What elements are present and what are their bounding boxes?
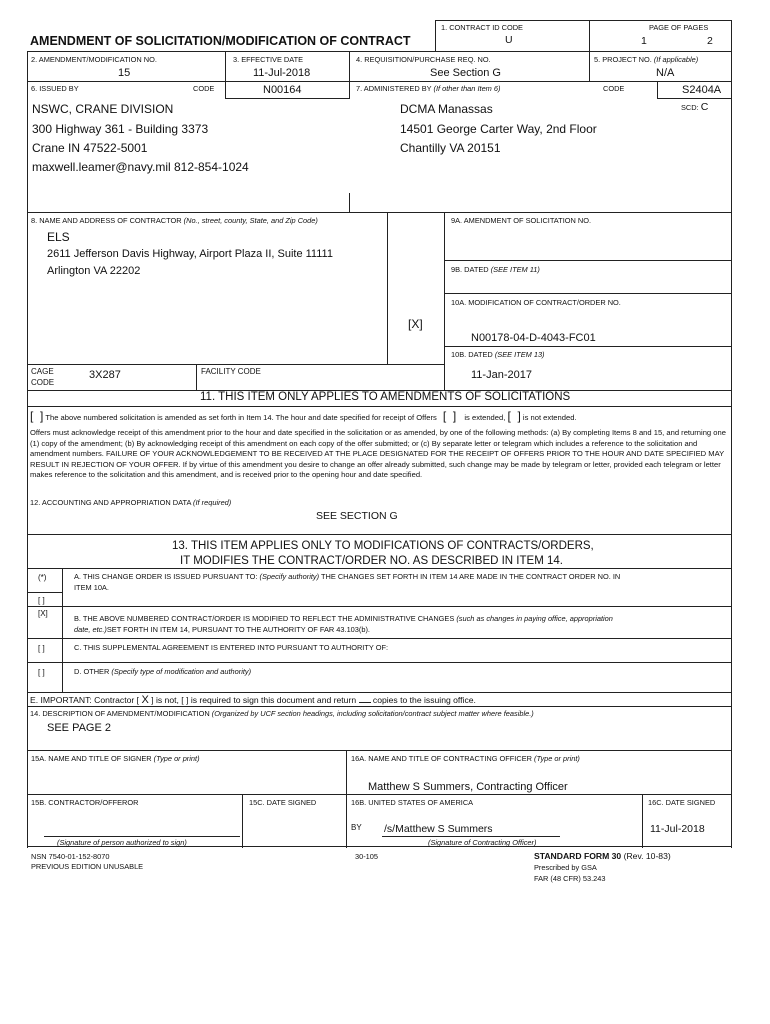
scd-label: SCD: bbox=[681, 103, 699, 112]
item-e-line bbox=[30, 694, 476, 706]
option-a-text-3: ITEM 10A. bbox=[74, 583, 109, 592]
administered-by-label: 7. ADMINISTERED BY bbox=[356, 84, 432, 93]
issuer-contact: maxwell.leamer@navy.mil 812-854-1024 bbox=[32, 160, 249, 174]
modification-contract-label: 10A. MODIFICATION OF CONTRACT/ORDER NO. bbox=[451, 298, 621, 307]
item-e-text-1: E. IMPORTANT: Contractor [ bbox=[30, 695, 140, 705]
admin-name: DCMA Manassas bbox=[400, 102, 493, 116]
signature-16-caption: (Signature of Contracting Officer) bbox=[428, 838, 537, 847]
usa-label: 16B. UNITED STATES OF AMERICA bbox=[351, 798, 474, 807]
cage-code-value: 3X287 bbox=[89, 369, 121, 381]
administered-by-code-label: CODE bbox=[603, 84, 625, 93]
item-11-line bbox=[30, 409, 577, 423]
issued-by-code-label: CODE bbox=[193, 84, 215, 93]
dated-9b-label: 9B. DATED bbox=[451, 265, 489, 274]
item-11-heading: 11. THIS ITEM ONLY APPLIES TO AMENDMENTS OF SOLICITATIONS bbox=[200, 391, 571, 403]
contractor-address-1: 2611 Jefferson Davis Highway, Airport Plaza II, Suite 11111 bbox=[47, 248, 333, 260]
admin-address-1: 14501 George Carter Way, 2nd Floor bbox=[400, 122, 597, 136]
administered-by-code-value: S2404A bbox=[682, 84, 722, 96]
issuer-name: NSWC, CRANE DIVISION bbox=[32, 102, 174, 116]
contracting-officer-signature: /s/Matthew S Summers bbox=[384, 823, 493, 835]
item-e-text-2: ] is not, [ bbox=[151, 695, 184, 705]
option-b-checkbox[interactable]: [X] bbox=[38, 609, 48, 618]
option-d-text: D. OTHER bbox=[74, 667, 110, 676]
dated-9b-note: (SEE ITEM 11) bbox=[490, 265, 540, 274]
option-d-checkbox[interactable]: [ ] bbox=[38, 668, 45, 677]
signature-15-caption: (Signature of person authorized to sign) bbox=[57, 838, 187, 847]
project-no-value: N/A bbox=[656, 67, 675, 79]
item-11-paragraph: Offers must acknowledge receipt of this amendment prior to the hour and date specified in the solicitation or as amended, by one of the following methods: (a) By completing Items 8 and 15, and returning one (1) copy of the amendment; (b) By acknowledging receipt of this amendment on each copy of the offer submitted; or (c) By separate letter or telegram which includes a reference to the solicitation and amendment numbers. FAILURE OF YOUR ACKNOWLEDGEMENT TO BE RECEIVED AT THE PLACE DESIGNATED FOR THE RECEIPT OF OFFERS PRIOR TO THE HOUR AND DATE SPECIFIED MAY RESULT IN REJECTION OF YOUR OFFER. If by virtue of this amendment you desire to change an offer already submitted, such change may be made by telegram or letter, provided each telegram or letter makes reference to the solicitation and this amendment, and is received prior to the opening hour and date specified. bbox=[30, 428, 726, 480]
contracting-officer-label: 16A. NAME AND TITLE OF CONTRACTING OFFICER bbox=[351, 754, 532, 763]
facility-code-label: FACILITY CODE bbox=[201, 367, 261, 376]
admin-address-2: Chantilly VA 20151 bbox=[400, 141, 501, 155]
form-title: AMENDMENT OF SOLICITATION/MODIFICATION OF CONTRACT bbox=[30, 34, 411, 48]
contractor-label: 8. NAME AND ADDRESS OF CONTRACTOR bbox=[31, 216, 182, 225]
signer-label: 15A. NAME AND TITLE OF SIGNER bbox=[31, 754, 152, 763]
project-no-label-note: (If applicable) bbox=[653, 55, 699, 64]
option-b-text-2: SET FORTH IN ITEM 14, PURSUANT TO THE AUTHORITY OF FAR 43.103(b). bbox=[106, 625, 370, 634]
scd-value: C bbox=[700, 101, 709, 113]
issued-by-label: 6. ISSUED BY bbox=[31, 84, 79, 93]
extended-checkbox[interactable]: [ ] bbox=[442, 409, 457, 423]
description-label: 14. DESCRIPTION OF AMENDMENT/MODIFICATION bbox=[30, 709, 210, 718]
item-e-text-4: copies to the issuing office. bbox=[372, 695, 476, 705]
option-b-note: (such as changes in paying office, appropriation bbox=[456, 614, 613, 623]
issued-by-code-value: N00164 bbox=[263, 84, 302, 96]
by-label: BY bbox=[351, 823, 362, 832]
contracting-officer-note: (Type or print) bbox=[534, 754, 580, 763]
not-extended-text: is not extended. bbox=[522, 413, 577, 422]
option-a-checkbox[interactable]: [ ] bbox=[38, 596, 45, 605]
standard-form-revision: (Rev. 10-83) bbox=[623, 851, 671, 861]
effective-date-value: 11-Jul-2018 bbox=[253, 67, 311, 79]
contractor-label-note: (No., street, county, State, and Zip Code) bbox=[183, 216, 318, 225]
prescribed-by: Prescribed by GSA bbox=[534, 863, 597, 872]
contractor-name: ELS bbox=[47, 230, 70, 244]
copies-blank[interactable] bbox=[359, 702, 371, 703]
accounting-label: 12. ACCOUNTING AND APPROPRIATION DATA bbox=[30, 498, 191, 507]
accounting-note: (If required) bbox=[193, 498, 232, 507]
modification-checkbox[interactable]: [X] bbox=[408, 317, 423, 331]
option-c-text: C. THIS SUPPLEMENTAL AGREEMENT IS ENTERED INTO PURSUANT TO AUTHORITY OF: bbox=[74, 643, 389, 652]
contractor-address-2: Arlington VA 22202 bbox=[47, 265, 141, 277]
dated-10b-note: (SEE ITEM 13) bbox=[494, 350, 545, 359]
dated-10b-value: 11-Jan-2017 bbox=[471, 369, 532, 381]
description-value: SEE PAGE 2 bbox=[47, 722, 111, 734]
cage-label-1: CAGE bbox=[31, 367, 54, 376]
signer-note: (Type or print) bbox=[153, 754, 200, 763]
issuer-address-1: 300 Highway 361 - Building 3373 bbox=[32, 122, 209, 136]
item-e-mark: X bbox=[141, 694, 149, 706]
option-d-note: (Specify type of modification and authority) bbox=[111, 667, 252, 676]
nsn-number: NSN 7540-01-152-8070 bbox=[31, 852, 110, 861]
option-a-text-2: THE CHANGES SET FORTH IN ITEM 14 ARE MADE IN THE CONTRACT ORDER NO. IN bbox=[320, 572, 621, 581]
not-extended-checkbox[interactable]: [ ] bbox=[507, 409, 521, 423]
date-signed-15c-label: 15C. DATE SIGNED bbox=[249, 798, 317, 807]
accounting-value: SEE SECTION G bbox=[316, 510, 398, 522]
item-e-text-3: ] is required to sign this document and return bbox=[186, 695, 357, 705]
contractor-offeror-label: 15B. CONTRACTOR/OFFEROR bbox=[31, 798, 139, 807]
option-b-text: B. THE ABOVE NUMBERED CONTRACT/ORDER IS MODIFIED TO REFLECT THE ADMINISTRATIVE CHANGES bbox=[74, 614, 455, 623]
requisition-label: 4. REQUISITION/PURCHASE REQ. NO. bbox=[356, 55, 491, 64]
date-signed-16c-label: 16C. DATE SIGNED bbox=[648, 798, 716, 807]
issuer-address-2: Crane IN 47522-5001 bbox=[32, 141, 148, 155]
contract-id-value: U bbox=[505, 34, 513, 46]
extended-text: is extended, bbox=[464, 413, 506, 422]
solicitation-amended-checkbox[interactable]: [ ] bbox=[30, 409, 44, 423]
form-number: 30-105 bbox=[355, 852, 379, 861]
pages-value: 2 bbox=[707, 35, 713, 47]
requisition-value: See Section G bbox=[430, 67, 501, 79]
page-label: PAGE OF PAGES bbox=[649, 23, 709, 32]
effective-date-label: 3. EFFECTIVE DATE bbox=[233, 55, 304, 64]
item-13-heading-1: 13. THIS ITEM APPLIES ONLY TO MODIFICATIONS OF CONTRACTS/ORDERS, bbox=[172, 540, 594, 552]
previous-edition-note: PREVIOUS EDITION UNUSABLE bbox=[31, 862, 144, 871]
modification-contract-value: N00178-04-D-4043-FC01 bbox=[471, 332, 596, 344]
administered-by-note: (If other than Item 6) bbox=[433, 84, 501, 93]
amendment-no-value: 15 bbox=[118, 67, 131, 79]
project-no-label: 5. PROJECT NO. bbox=[594, 55, 652, 64]
page-value: 1 bbox=[641, 35, 647, 47]
option-c-checkbox[interactable]: [ ] bbox=[38, 644, 45, 653]
option-a-note: (Specify authority) bbox=[259, 572, 320, 581]
amendment-no-label: 2. AMENDMENT/MODIFICATION NO. bbox=[31, 55, 157, 64]
cage-label-2: CODE bbox=[31, 378, 55, 387]
description-note: (Organized by UCF section headings, including solicitation/contract subject matter where feasible.) bbox=[211, 709, 534, 718]
item-13-column-head: (*) bbox=[38, 573, 47, 582]
item-13-heading-2: IT MODIFIES THE CONTRACT/ORDER NO. AS DESCRIBED IN ITEM 14. bbox=[180, 555, 563, 567]
contract-id-label: 1. CONTRACT ID CODE bbox=[441, 23, 523, 32]
amendment-solicitation-label: 9A. AMENDMENT OF SOLICITATION NO. bbox=[451, 216, 592, 225]
option-a-text: A. THIS CHANGE ORDER IS ISSUED PURSUANT TO: bbox=[74, 572, 258, 581]
date-signed-16c-value: 11-Jul-2018 bbox=[650, 823, 705, 835]
option-b-note-2: date, etc.) bbox=[74, 625, 107, 634]
far-reference: FAR (48 CFR) 53.243 bbox=[534, 874, 606, 883]
item-11-line-text: The above numbered solicitation is amended as set forth in Item 14. The hour and date specified for receipt of Offers bbox=[45, 413, 437, 422]
contracting-officer-value: Matthew S Summers, Contracting Officer bbox=[368, 781, 568, 793]
standard-form-title: STANDARD FORM 30 bbox=[534, 851, 622, 861]
dated-10b-label: 10B. DATED bbox=[451, 350, 493, 359]
